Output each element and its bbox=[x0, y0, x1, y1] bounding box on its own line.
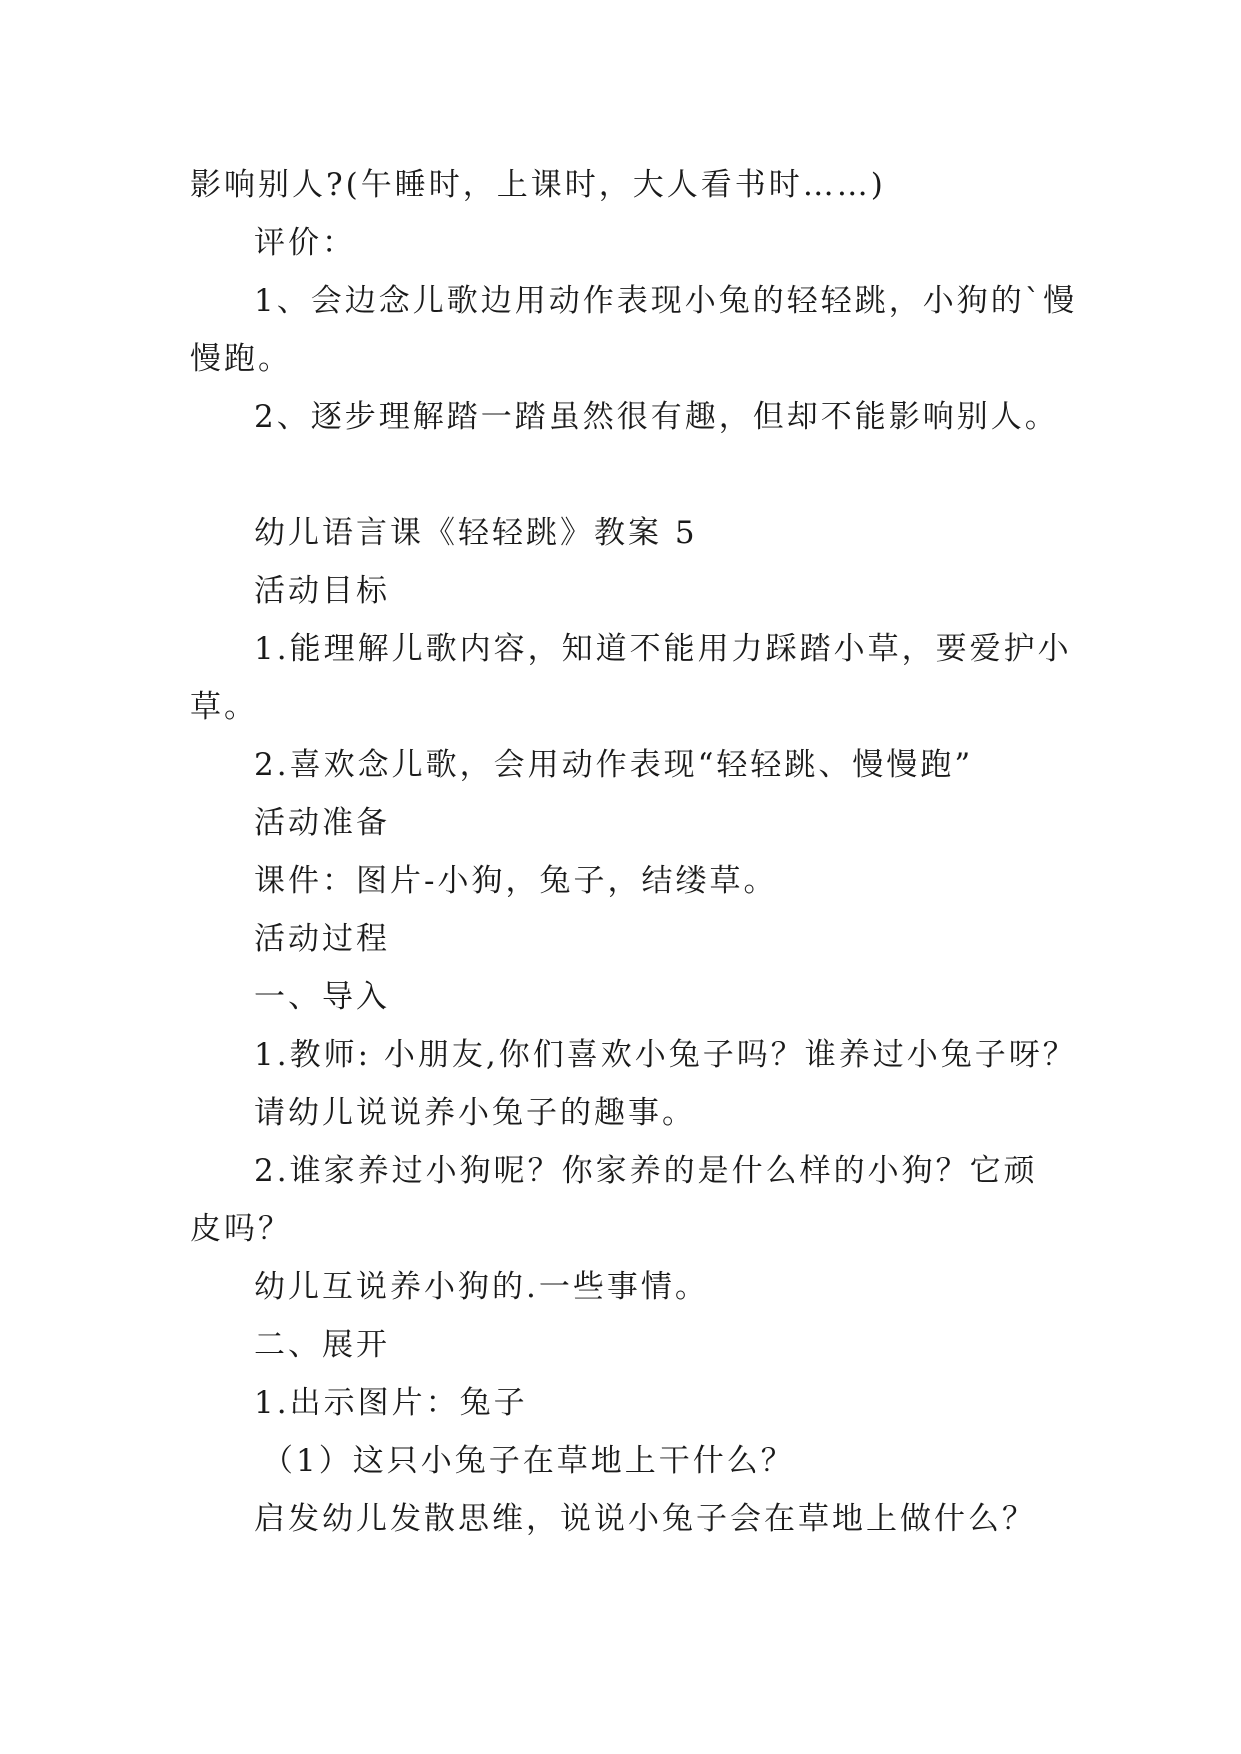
text-line: 课件：图片-小狗，兔子，结缕草。 bbox=[254, 863, 778, 899]
text-line: 一、导入 bbox=[254, 979, 390, 1015]
text-line: 活动目标 bbox=[254, 573, 390, 609]
section-heading: 幼儿语言课《轻轻跳》教案 5 bbox=[254, 515, 698, 551]
text-line: 1.出示图片：兔子 bbox=[254, 1385, 528, 1421]
text-line: 2、逐步理解踏一踏虽然很有趣，但却不能影响别人。 bbox=[254, 399, 1059, 435]
text-line: 2.谁家养过小狗呢？你家养的是什么样的小狗？它顽 bbox=[254, 1153, 1038, 1189]
text-line: 草。 bbox=[190, 689, 258, 725]
text-line: 皮吗？ bbox=[190, 1211, 292, 1247]
text-line: 慢跑。 bbox=[190, 341, 292, 377]
text-line: 2.喜欢念儿歌，会用动作表现“轻轻跳、慢慢跑” bbox=[254, 747, 974, 783]
text-line: 1.能理解儿歌内容，知道不能用力踩踏小草，要爱护小 bbox=[254, 631, 1072, 667]
text-line: 启发幼儿发散思维，说说小兔子会在草地上做什么？ bbox=[254, 1501, 1036, 1537]
text-line: 1、会边念儿歌边用动作表现小兔的轻轻跳，小狗的`慢 bbox=[254, 283, 1078, 319]
text-line: 影响别人?(午睡时，上课时，大人看书时……) bbox=[190, 167, 886, 203]
text-line: 活动过程 bbox=[254, 921, 390, 957]
text-line: 评价： bbox=[254, 225, 356, 261]
text-line: 活动准备 bbox=[254, 805, 390, 841]
text-line: （1）这只小兔子在草地上干什么？ bbox=[262, 1443, 795, 1479]
text-line: 请幼儿说说养小兔子的趣事。 bbox=[254, 1095, 696, 1131]
text-line: 1.教师: 小朋友,你们喜欢小兔子吗？谁养过小兔子呀？ bbox=[254, 1037, 1077, 1073]
text-line: 二、展开 bbox=[254, 1327, 390, 1363]
text-line: 幼儿互说养小狗的.一些事情。 bbox=[254, 1269, 709, 1305]
